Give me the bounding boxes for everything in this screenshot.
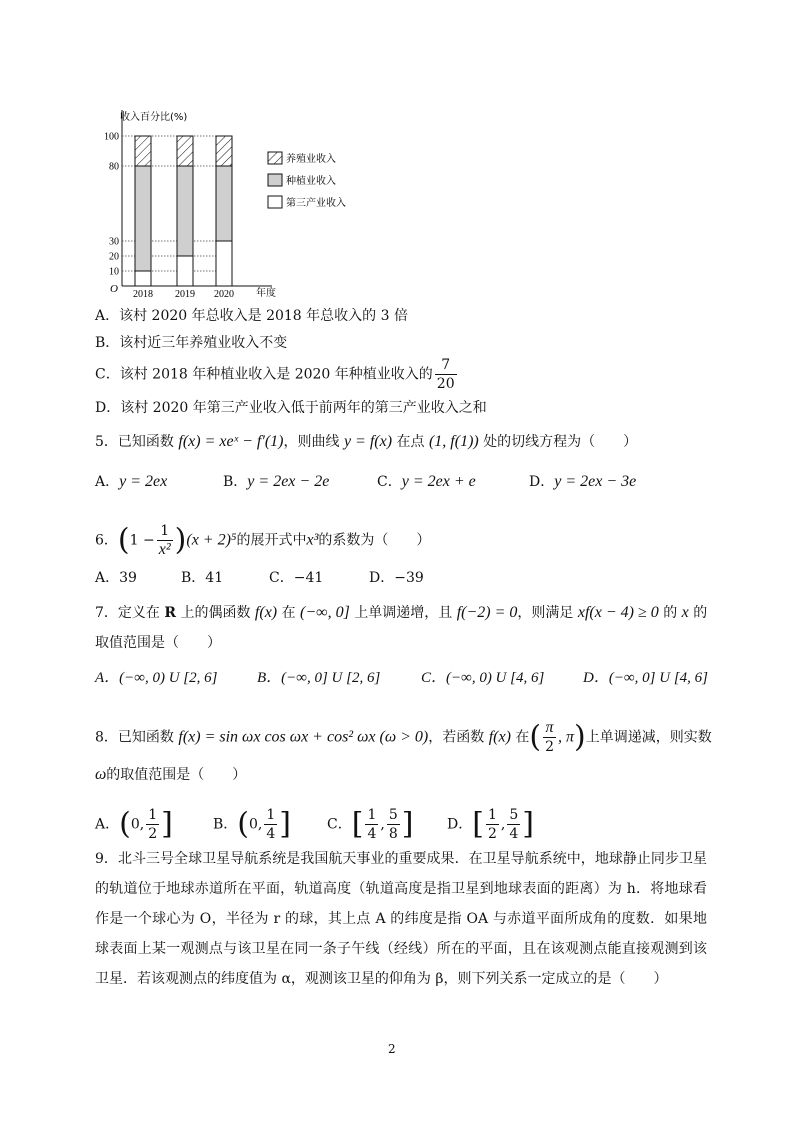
- q6-option-d: D．−39: [369, 570, 424, 586]
- legend-swatch: [268, 152, 282, 164]
- bar-segment: [216, 166, 232, 241]
- q7-option-c: C．(−∞, 0) U [4, 6]: [421, 670, 545, 686]
- q4-option-c: [95, 356, 459, 393]
- bar-segment: [135, 271, 151, 286]
- q7-option-b: B．(−∞, 0] U [2, 6]: [257, 670, 381, 686]
- q5-curve: y = f(x): [343, 433, 393, 450]
- q4-option-c-text: C．该村 2018 年种植业收入是 2020 年种植业收入的: [95, 366, 433, 383]
- q7-real-set: R: [164, 605, 177, 621]
- bar-segment: [216, 136, 232, 166]
- q5-option-d: D．y = 2ex − 3e: [529, 473, 637, 490]
- q8-option-b: B．(0, $\frac{1}{4}$ ]: [213, 806, 292, 842]
- q5-option-c: C．y = 2ex + e: [377, 473, 476, 490]
- q6-stem: [95, 522, 430, 559]
- legend-swatch: [268, 196, 282, 208]
- q8-omega: ω: [95, 766, 107, 783]
- page-number: 2: [388, 1042, 396, 1056]
- legend-label: 第三产业收入: [286, 198, 346, 209]
- bar-segment: [135, 136, 151, 166]
- legend-label: 养殖业收入: [286, 154, 336, 165]
- q5-option-b: B．y = 2ex − 2e: [223, 473, 330, 490]
- q6-tail-c: 的系数为（ ）: [318, 532, 431, 549]
- q5-stem: [95, 432, 637, 452]
- q6-number: 6．: [95, 532, 118, 549]
- q5-option-a: A．y = 2ex: [95, 473, 168, 490]
- q5-function: f(x) = xeˣ − f′(1): [178, 433, 284, 450]
- y-axis-label: 收入百分比(%): [120, 112, 188, 123]
- legend-swatch: [268, 174, 282, 186]
- q6-binomial: (x + 2)⁵: [186, 531, 237, 549]
- q5-stem-c: 在点: [396, 434, 425, 450]
- q6-paren-left: (: [117, 522, 130, 558]
- q7-stem-line1: 7．定义在 R 上的偶函数 f(x) 在 (−∞, 0] 上单调递增，且 f(−2) = 0，则满足 xf(x − 4) ≥ 0 的 x 的: [95, 604, 708, 621]
- y-tick-label: 100: [104, 131, 119, 143]
- q4-option-b: B．该村近三年养殖业收入不变: [95, 335, 288, 351]
- stacked-bar-chart: [96, 104, 396, 300]
- y-tick-label: 80: [109, 161, 119, 173]
- q4-option-a: A．该村 2020 年总收入是 2018 年总收入的 3 倍: [95, 308, 408, 324]
- q5-stem-b: ，则曲线: [283, 434, 340, 450]
- q9-paragraph: 9．北斗三号全球卫星导航系统是我国航天事业的重要成果．在卫星导航系统中，地球静止同步卫星的轨道位于地球赤道所在平面，轨道高度（轨道高度是指卫星到地球表面的距离）为 h．将地球看作是一个球心为 O，半径为 r 的球，其上点 A 的纬度是指 OA 与赤道平面所成角的度数．如果地球表面上某一观测点与该卫星在同一条子午线（经线）所在的平面，且在该观测点能直接观测到该卫星．若该观测点的纬度值为 α，观测该卫星的仰角为 β，则下列关系一定成立的是（ ）: [95, 851, 707, 987]
- bar-segment: [177, 256, 193, 286]
- y-tick-label: 30: [109, 236, 119, 248]
- x-tick-label: 2020: [214, 289, 234, 300]
- q6-x-cubed: x³: [306, 531, 319, 549]
- legend-label: 种植业收入: [286, 176, 336, 187]
- q6-fraction: $\frac{1}{\text{x²}}$: [158, 523, 171, 558]
- q6-option-b: B．41: [181, 570, 224, 586]
- bar-segment: [135, 166, 151, 271]
- q5-stem-a: 5．已知函数: [95, 434, 174, 450]
- bar-segment: [177, 136, 193, 166]
- bar-segment: [216, 241, 232, 286]
- x-axis-label: 年度: [256, 288, 276, 299]
- q7-option-a: A．(−∞, 0) U [2, 6]: [95, 670, 218, 686]
- chart-svg: [96, 104, 396, 300]
- q4-c-numerator: 7: [435, 356, 457, 375]
- x-tick-label: 2018: [133, 289, 153, 300]
- bar-segment: [177, 166, 193, 256]
- q5-stem-d: 处的切线方程为（ ）: [483, 434, 638, 450]
- q6-option-c: C．−41: [269, 570, 324, 586]
- q8-option-a: A．(0, $\frac{1}{2}$ ]: [95, 806, 173, 842]
- q8-stem-line1: 8．已知函数 f(x) = sin ωx cos ωx + cos² ωx (ω > 0)，若函数 f(x) 在( $\frac{\pi}{2}$ , π)上单调递减，则实数: [95, 719, 712, 755]
- q8-function: f(x) = sin ωx cos ωx + cos² ωx (ω > 0): [178, 728, 429, 746]
- y-tick-label: 20: [109, 251, 119, 263]
- q6-paren-right: ): [174, 522, 187, 558]
- x-tick-label: 2019: [175, 289, 195, 300]
- origin-label: O: [110, 283, 118, 295]
- y-tick-label: 10: [109, 266, 119, 278]
- q5-point: (1, f(1)): [428, 433, 479, 450]
- q8-interval-fraction: $\frac{\pi}{2}$: [545, 719, 554, 755]
- q6-one: 1 −: [129, 532, 155, 549]
- q7-option-d: D．(−∞, 0] U [4, 6]: [583, 670, 708, 686]
- q4-c-denominator: 20: [436, 376, 455, 392]
- q6-tail-b: 的展开式中: [236, 532, 307, 549]
- q7-stem-line2: 取值范围是（ ）: [95, 635, 221, 651]
- q8-stem-line2: ω的取值范围是（ ）: [95, 766, 247, 783]
- q8-option-d: D．[ $\frac{1}{2}$ , $\frac{5}{4}$ ]: [447, 806, 534, 842]
- q4-option-c-fraction: [435, 356, 457, 393]
- q8-option-c: C．[ $\frac{1}{4}$ , $\frac{5}{8}$ ]: [327, 806, 414, 842]
- q6-option-a: A．39: [95, 570, 137, 586]
- q4-option-d: D．该村 2020 年第三产业收入低于前两年的第三产业收入之和: [95, 400, 487, 416]
